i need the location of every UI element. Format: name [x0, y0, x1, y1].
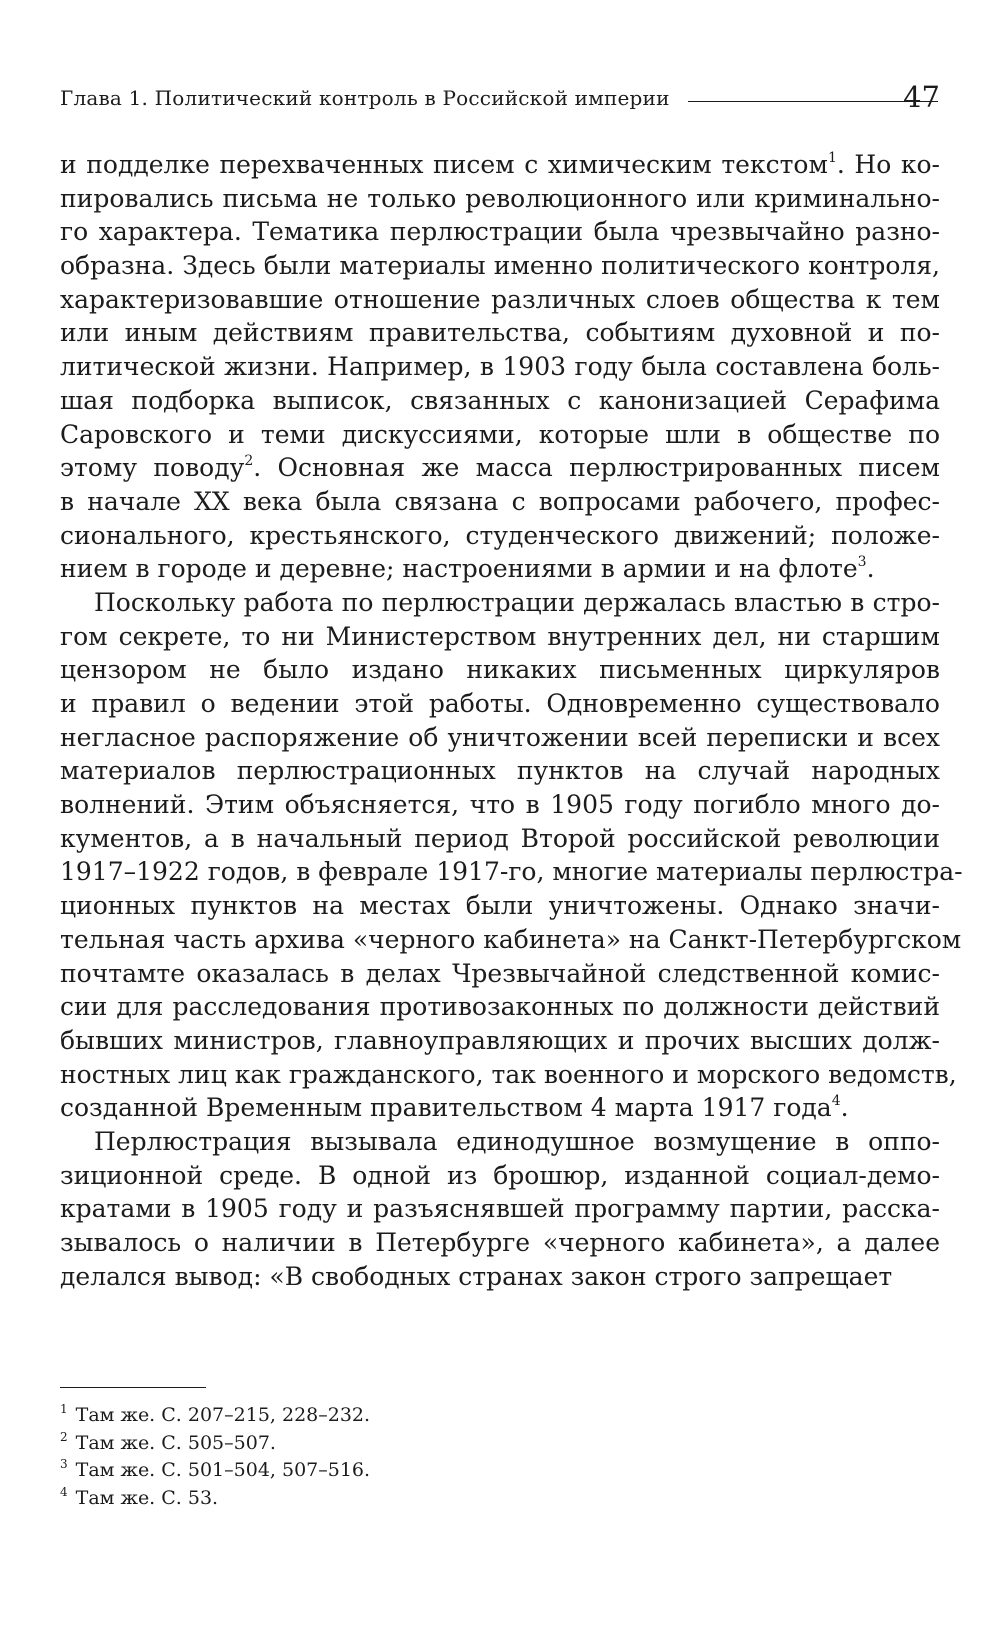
text-run: . — [840, 1093, 849, 1123]
text-run: в начале XX века была связана с вопросами рабочего, профес- — [60, 486, 940, 516]
text-run: шая подборка выписок, связанных с канонизацией Серафима — [60, 385, 940, 415]
footnote — [60, 1430, 560, 1458]
text-line — [60, 1091, 940, 1125]
text-line — [60, 182, 940, 216]
paragraph — [60, 1125, 940, 1293]
text-run: тельная часть архива «черного кабинета» на Санкт-Петербургском — [60, 924, 962, 954]
text-run: кратами в 1905 году и разъяснявшей программу партии, расска- — [60, 1194, 940, 1224]
text-line — [60, 889, 940, 923]
footnote-mark: 2 — [60, 1429, 68, 1444]
text-run: зиционной среде. В одной из брошюр, изданной социал-демо- — [60, 1160, 940, 1190]
text-line — [60, 1226, 940, 1260]
text-run: материалов перлюстрационных пунктов на случай народных — [60, 756, 940, 786]
footnote-text: Там же. С. 207–215, 228–232. — [75, 1404, 371, 1426]
text-line — [60, 1125, 940, 1159]
text-line — [60, 653, 940, 687]
text-run: литической жизни. Например, в 1903 году была составлена боль- — [60, 352, 940, 382]
text-line — [60, 1024, 940, 1058]
text-line — [60, 249, 940, 283]
text-run: или иным действиям правительства, событиям духовной и по- — [60, 318, 940, 348]
text-run: и подделке перехваченных писем с химическим текстом — [60, 150, 828, 179]
text-run: цензором не было издано никаких письменных циркуляров — [60, 655, 940, 685]
text-run: почтамте оказалась в делах Чрезвычайной следственной комис- — [60, 958, 940, 988]
footnotes — [60, 1402, 560, 1512]
text-run: . Но ко- — [836, 150, 940, 179]
text-line — [60, 586, 940, 620]
text-line — [60, 485, 940, 519]
text-run: этому поводу — [60, 453, 245, 483]
text-run: и правил о ведении этой работы. Одновременно существовало — [60, 689, 940, 718]
text-run: пировались письма не только революционного или криминально- — [60, 183, 940, 213]
text-run: Саровского и теми дискуссиями, которые шли в обществе по — [60, 419, 940, 449]
text-line — [60, 855, 963, 889]
running-header — [60, 80, 940, 124]
text-line — [60, 721, 940, 755]
text-line — [60, 1260, 940, 1294]
text-line — [60, 519, 940, 553]
text-line — [60, 451, 940, 485]
text-line — [60, 990, 940, 1024]
text-run: 1917–1922 годов, в феврале 1917-го, многие материалы перлюстра- — [60, 857, 963, 887]
text-run: . — [866, 554, 875, 584]
text-line — [60, 283, 940, 317]
text-line — [60, 822, 940, 856]
footnote-text: Там же. С. 53. — [75, 1486, 219, 1509]
paragraph — [60, 148, 940, 586]
text-run: негласное распоряжение об уничтожении всей переписки и всех — [60, 722, 940, 752]
text-run: бывших министров, главноуправляющих и прочих высших долж- — [60, 1025, 940, 1055]
text-run: характеризовавшие отношение различных слоев общества к тем — [60, 284, 940, 314]
footnote-ref: 2 — [244, 453, 254, 470]
text-line — [60, 148, 940, 182]
footnote — [60, 1485, 560, 1513]
text-line — [60, 418, 940, 452]
text-line — [60, 754, 940, 788]
text-line — [60, 1192, 940, 1226]
text-line — [60, 620, 940, 654]
text-line — [60, 957, 940, 991]
text-line — [60, 788, 940, 822]
footnote-ref: 4 — [831, 1093, 841, 1110]
text-run: образна. Здесь были материалы именно политического контроля, — [60, 251, 940, 281]
text-run: ностных лиц как гражданского, так военного и морского ведомств, — [60, 1059, 957, 1089]
text-run: волнений. Этим объясняется, что в 1905 году погибло много до- — [60, 790, 940, 820]
header-rule — [688, 101, 938, 102]
text-line — [60, 687, 940, 721]
page-number: 47 — [903, 80, 940, 114]
text-run: созданной Временным правительством 4 марта 1917 года — [60, 1093, 832, 1123]
paragraph — [60, 586, 963, 1125]
text-run: . Основная же масса перлюстрированных писем — [253, 453, 940, 483]
chapter-title: Глава 1. Политический контроль в Российской империи — [60, 86, 670, 110]
text-run: гом секрете, то ни Министерством внутренних дел, ни старшим — [60, 621, 940, 651]
text-run: Поскольку работа по перлюстрации держалась властью в стро- — [94, 587, 940, 617]
text-line — [60, 316, 940, 350]
text-run: ционных пунктов на местах были уничтожены. Однако значи- — [60, 891, 940, 921]
text-run: зывалось о наличии в Петербурге «черного кабинета», а далее — [60, 1228, 940, 1257]
text-line — [60, 1159, 940, 1193]
footnote-mark: 3 — [60, 1457, 68, 1471]
footnote-text: Там же. С. 501–504, 507–516. — [75, 1459, 371, 1481]
text-line — [60, 384, 940, 418]
body-text — [60, 148, 963, 1293]
text-line — [60, 923, 962, 957]
text-run: нием в городе и деревне; настроениями в армии и на флоте — [60, 554, 858, 584]
text-run: сионального, крестьянского, студенческого движений; положе- — [60, 520, 940, 550]
text-line — [60, 215, 940, 249]
footnote-mark: 1 — [60, 1402, 68, 1416]
text-run: сии для расследования противозаконных по должности действий — [60, 992, 940, 1022]
footnote-ref: 3 — [857, 554, 867, 571]
footnote — [60, 1457, 560, 1485]
footnote-separator — [60, 1387, 206, 1388]
text-line — [60, 350, 940, 384]
text-line — [60, 1058, 957, 1092]
text-run: го характера. Тематика перлюстрации была чрезвычайно разно- — [60, 217, 940, 247]
text-run: делался вывод: «В свободных странах закон строго запрещает — [60, 1261, 893, 1291]
text-run: Перлюстрация вызывала единодушное возмущение в оппо- — [94, 1126, 940, 1156]
text-run: кументов, а в начальный период Второй российской революции — [60, 823, 940, 853]
footnote — [60, 1402, 560, 1430]
footnote-mark: 4 — [60, 1484, 68, 1499]
text-line — [60, 552, 940, 586]
footnote-text: Там же. С. 505–507. — [75, 1431, 276, 1454]
footnote-ref: 1 — [827, 150, 837, 166]
